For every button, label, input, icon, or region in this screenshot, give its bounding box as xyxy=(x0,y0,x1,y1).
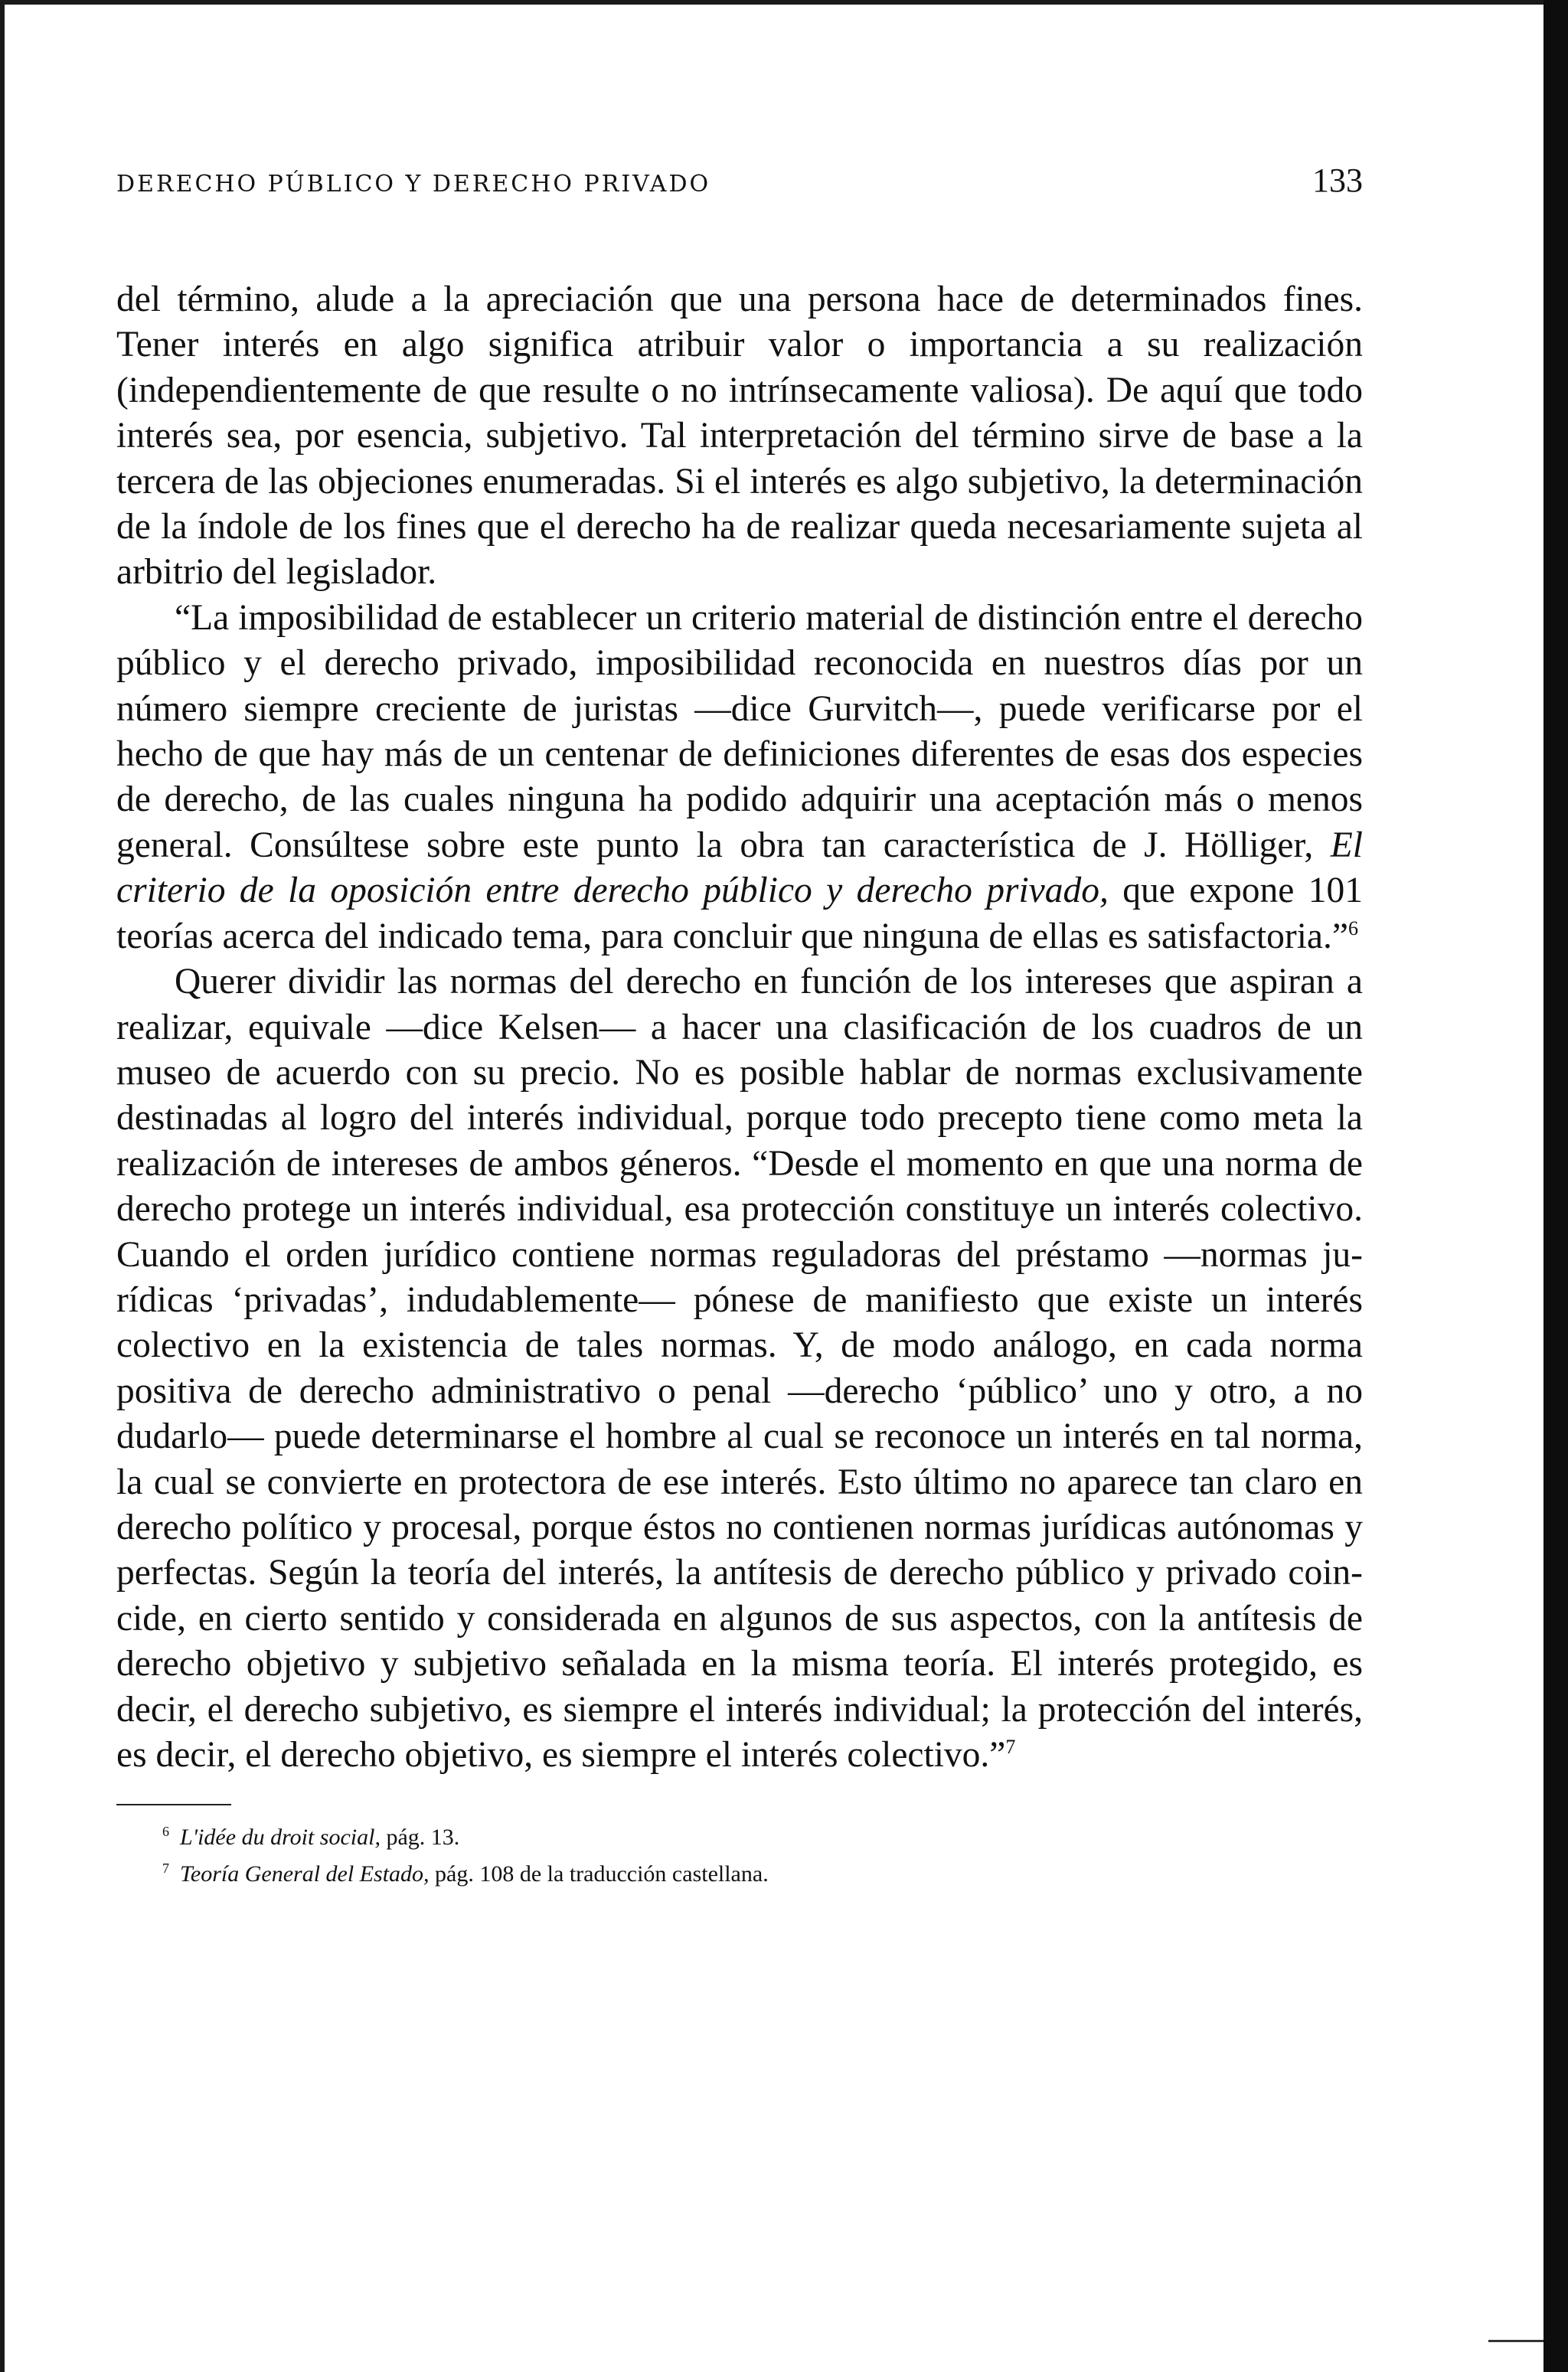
footnote-6 xyxy=(162,1816,1363,1853)
book-page xyxy=(116,161,1363,1890)
footnote-ref-6[interactable]: 6 xyxy=(1348,916,1358,939)
scan-speck xyxy=(1488,2340,1544,2342)
footnote-rule xyxy=(116,1804,231,1805)
paragraph-2-text-a: “La imposibilidad de establecer un criterio material de distinción entre el derecho público y el derecho privado, imposibilidad reconocida en nuestros días por un número siempre creciente de juristas —dice Gurvitch—, puede verificarse por el hecho de que hay más de un centenar de definiciones diferentes de esas dos especies de derecho, de las cuales ninguna ha podido adquirir una aceptación más o menos general. Consúltese sobre este punto la obra tan característica de J. Hölliger, xyxy=(116,597,1363,865)
paragraph-3 xyxy=(116,959,1363,1778)
footnote-mark: 7 xyxy=(162,1861,169,1877)
footnote-mark: 6 xyxy=(162,1824,169,1840)
running-title: DERECHO PÚBLICO Y DERECHO PRIVADO xyxy=(116,171,711,198)
footnote-ref-7[interactable]: 7 xyxy=(1005,1736,1016,1759)
page-number: 133 xyxy=(1312,162,1363,199)
footnote-title: Teoría General del Estado, xyxy=(180,1861,430,1887)
footnote-7 xyxy=(162,1853,1363,1890)
scan-border-top xyxy=(0,0,1568,5)
scan-border-right xyxy=(1544,0,1568,2372)
paragraph-2-text-b: que expone 101 teorías acerca del indicado tema, para concluir que ninguna de ellas es satisfactoria.” xyxy=(116,871,1363,956)
footnote-title: L'idée du droit social, xyxy=(180,1825,381,1851)
footnotes xyxy=(116,1816,1363,1890)
paragraph-2 xyxy=(116,596,1363,959)
scan-border-left xyxy=(0,0,5,2372)
paragraph-3-text: Querer dividir las normas del derecho en función de los intereses que aspiran a realizar, equivale —dice Kelsen— a hacer una clasificación de los cuadros de un museo de acuerdo con su precio. No es posible hablar de normas exclusivamente destinadas al logro del interés individual, porque todo precepto tiene como meta la realización de intereses de ambos géneros. “Desde el momento en que una norma de derecho protege un interés individual, esa protección constituye un interés colectivo. Cuando el orden jurídico contiene normas reguladoras del préstamo —normas jurídicas ‘privadas’, indudablemente— pónese de manifiesto que existe un interés colectivo en la existencia de tales normas. Y, de modo análogo, en cada norma positiva de derecho administrativo o penal —derecho ‘público’ uno y otro, a no dudarlo— puede determinarse el hombre al cual se reconoce un interés en tal norma, la cual se convierte en protectora de ese interés. Esto último no aparece tan claro en derecho político y procesal, porque éstos no contienen normas jurídicas autónomas y perfectas. Según la teoría del interés, la antítesis de derecho público y privado coincide, en cierto sentido y considerada en algunos de sus aspectos, con la antítesis de derecho objetivo y subjetivo señalada en la misma teoría. El interés protegido, es decir, el derecho subjetivo, es siempre el interés individual; la protección del interés, es decir, el derecho objetivo, es siempre el interés colectivo.” xyxy=(116,962,1363,1775)
running-head xyxy=(116,161,1363,204)
footnote-text: pág. 13. xyxy=(380,1825,460,1851)
paragraph-1: del término, alude a la apreciación que una persona hace de determinados fines. Tener interés en algo significa atribuir valor o importancia a su realización (independientemente de que resulte o no intrínsecamente valiosa). De aquí que todo interés sea, por esencia, subjetivo. Tal interpretación del término sirve de base a la tercera de las objeciones enumeradas. Si el interés es algo subjetivo, la determinación de la índole de los fines que el derecho ha de realizar queda necesariamente sujeta al arbitrio del legislador. xyxy=(116,279,1363,593)
book-title-italic: El criterio de la oposición entre derecho público y derecho privado, xyxy=(116,825,1363,911)
body-text xyxy=(116,277,1363,1778)
footnote-text: pág. 108 de la traducción castellana. xyxy=(429,1861,769,1887)
